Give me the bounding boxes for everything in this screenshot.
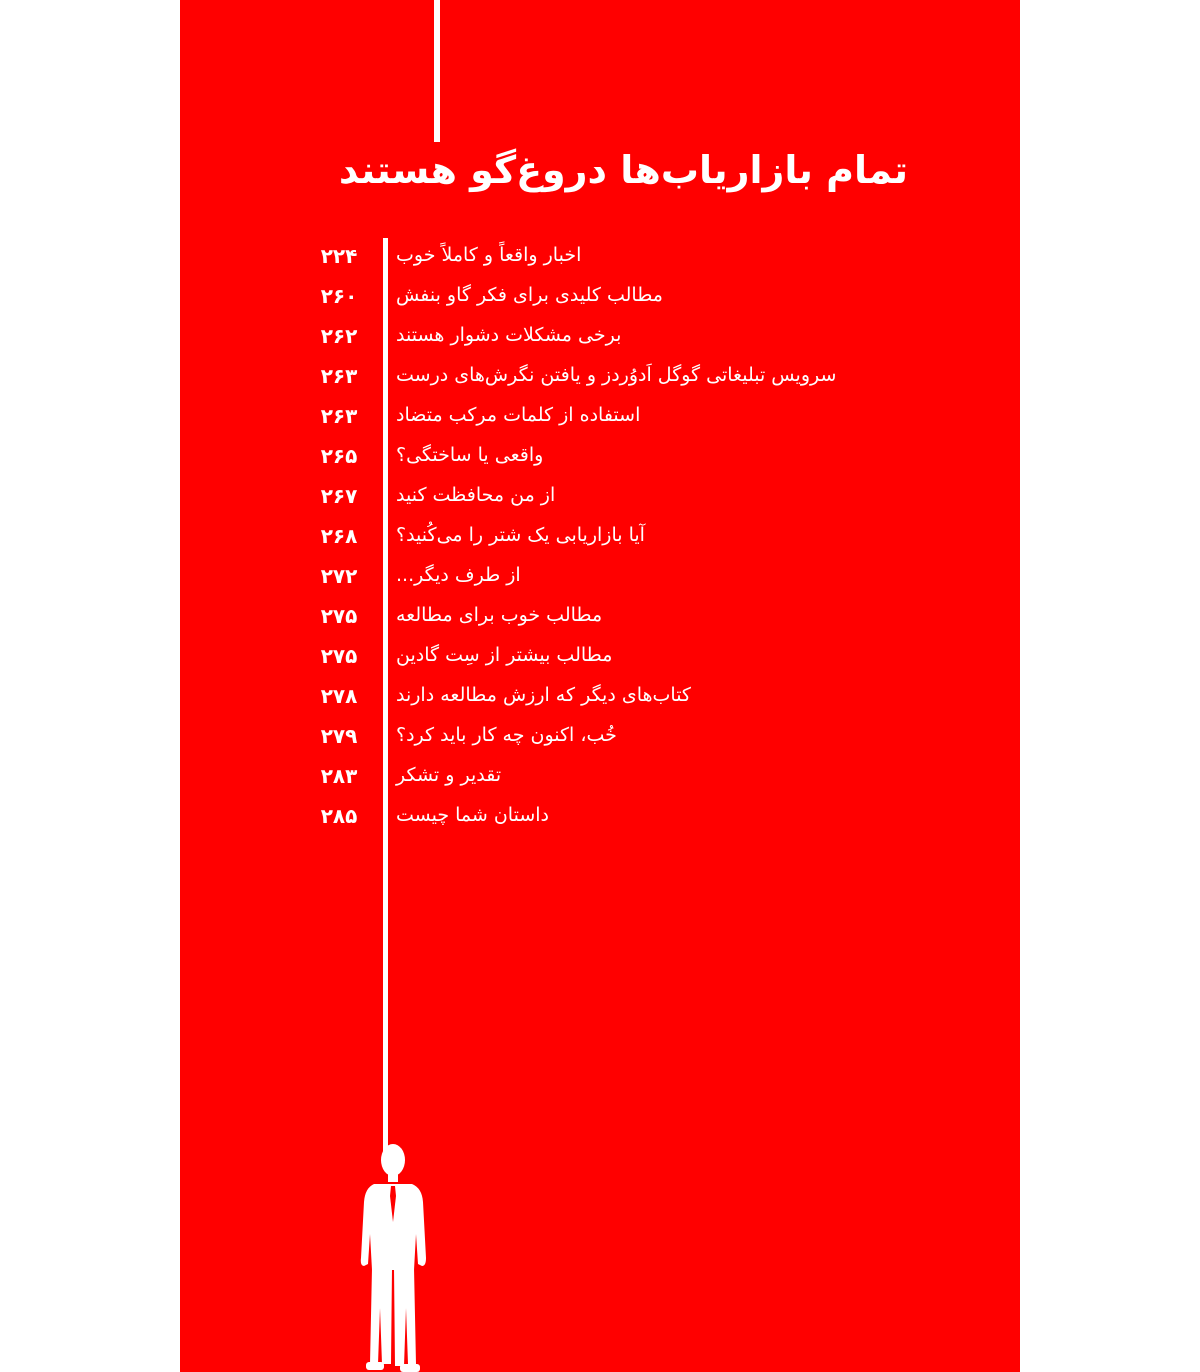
toc-row bbox=[180, 238, 1020, 278]
toc-entry-title: مطالب خوب برای مطالعه bbox=[396, 604, 603, 626]
toc-row bbox=[180, 678, 1020, 718]
toc-entry-title: اخبار واقعاً و کاملاً خوب bbox=[396, 244, 582, 266]
toc-page-number: ۲۷۵ bbox=[320, 644, 358, 668]
toc-entry-title: از طرف دیگر... bbox=[396, 564, 521, 586]
toc-row bbox=[180, 598, 1020, 638]
toc-row bbox=[180, 718, 1020, 758]
toc-entry-title: استفاده از کلمات مرکب متضاد bbox=[396, 404, 641, 426]
toc-row bbox=[180, 318, 1020, 358]
toc-entry-title: واقعی یا ساختگی؟ bbox=[396, 444, 544, 466]
toc-entry-title: مطالب کلیدی برای فکر گاو بنفش bbox=[396, 284, 663, 306]
toc-entry-title: مطالب بیشتر از سِت گادین bbox=[396, 644, 613, 666]
page bbox=[180, 0, 1020, 1372]
toc-page-number: ۲۷۹ bbox=[320, 724, 358, 748]
toc-row bbox=[180, 558, 1020, 598]
top-vertical-line bbox=[434, 0, 440, 142]
toc-page-number: ۲۷۲ bbox=[320, 564, 358, 588]
toc-row bbox=[180, 358, 1020, 398]
toc-page-number: ۲۶۷ bbox=[320, 484, 358, 508]
toc-row bbox=[180, 798, 1020, 838]
toc-row bbox=[180, 518, 1020, 558]
toc-row bbox=[180, 758, 1020, 798]
toc-page-number: ۲۶۰ bbox=[320, 284, 358, 308]
page-title: تمام بازاریاب‌ها دروغ‌گو هستند bbox=[338, 148, 908, 192]
toc-entry-title: تقدیر و تشکر bbox=[396, 764, 502, 786]
toc-page-number: ۲۷۸ bbox=[320, 684, 358, 708]
toc-page-number: ۲۶۸ bbox=[320, 524, 358, 548]
toc-row bbox=[180, 278, 1020, 318]
toc-row bbox=[180, 638, 1020, 678]
toc-page-number: ۲۶۲ bbox=[320, 324, 358, 348]
toc-page-number: ۲۷۵ bbox=[320, 604, 358, 628]
toc-row bbox=[180, 438, 1020, 478]
businessman-silhouette-icon bbox=[360, 1138, 430, 1372]
toc-page-number: ۲۸۵ bbox=[320, 804, 358, 828]
toc-page-number: ۲۸۳ bbox=[320, 764, 358, 788]
toc-page-number: ۲۶۳ bbox=[320, 364, 358, 388]
toc-row bbox=[180, 478, 1020, 518]
toc-entry-title: داستان شما چیست bbox=[396, 804, 549, 826]
toc-entry-title: برخی مشکلات دشوار هستند bbox=[396, 324, 622, 346]
toc-entry-title: از من محافظت کنید bbox=[396, 484, 556, 506]
toc-page-number: ۲۶۵ bbox=[320, 444, 358, 468]
toc-entry-title: کتاب‌های دیگر که ارزش مطالعه دارند bbox=[396, 684, 691, 706]
toc-entry-title: آیا بازاریابی یک شتر را می‌کُنید؟ bbox=[396, 524, 645, 546]
toc-entry-title: سرویس تبلیغاتی گوگل اَدوُردز و یافتن نگرش‌های درست bbox=[396, 364, 837, 386]
toc-entry-title: خُب، اکنون چه کار باید کرد؟ bbox=[396, 724, 617, 746]
toc-page-number: ۲۶۳ bbox=[320, 404, 358, 428]
toc-row bbox=[180, 398, 1020, 438]
toc-page-number: ۲۲۴ bbox=[320, 244, 358, 268]
